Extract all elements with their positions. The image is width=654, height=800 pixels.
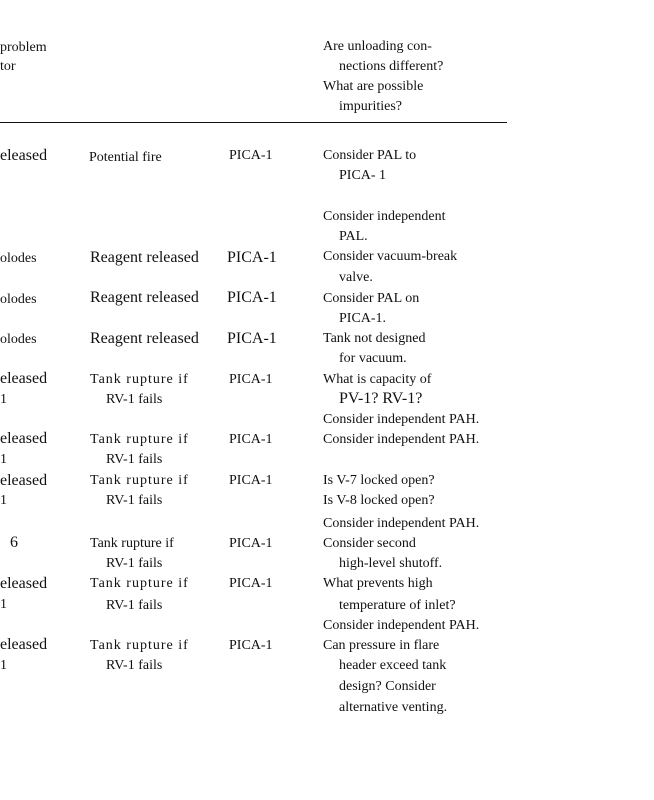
header-col1-line1: problem [0,40,47,55]
row-recommendation: Consider independent PAH. [323,432,480,447]
row-recommendation: Consider independent [323,209,446,224]
row-recommendation: design? Consider [339,679,436,694]
row-recommendation: Consider independent PAH. [323,516,480,531]
row-cause: 1 [0,452,7,467]
row-recommendation: Tank not designed [323,331,426,346]
row-recommendation: header exceed tank [339,658,447,673]
row-consequence: RV-1 fails [106,392,163,407]
row-cause: eleased [0,430,48,447]
row-recommendation: PAL. [339,229,368,244]
row-cause: eleased [0,472,48,489]
row-recommendation: alternative venting. [339,700,448,715]
row-safeguard: PICA-1 [229,473,273,488]
row-cause: eleased [0,575,48,592]
row-cause: eleased [0,147,48,164]
row-recommendation: What prevents high [323,576,433,591]
row-recommendation: Consider vacuum-break [323,249,458,264]
row-consequence: Tank rupture if [90,372,189,387]
row-consequence: RV-1 fails [106,556,163,571]
header-col4-line2: nections different? [339,59,444,74]
header-col4-line4: impurities? [339,99,402,114]
row-cause: olodes [0,292,37,307]
row-safeguard: PICA-1 [229,432,273,447]
row-cause: olodes [0,251,37,266]
row-recommendation: Consider independent PAH. [323,412,480,427]
row-consequence: RV-1 fails [106,598,163,613]
row-recommendation: Consider PAL to [323,148,417,163]
row-cause: 1 [0,493,7,508]
row-recommendation: for vacuum. [339,351,407,366]
row-consequence: Tank rupture if [90,473,189,488]
row-consequence: Tank rupture if [90,576,189,591]
row-safeguard: PICA-1 [227,249,277,266]
row-recommendation: Can pressure in flare [323,638,440,653]
header-divider [0,122,507,123]
row-safeguard: PICA-1 [227,330,277,347]
row-consequence: Reagent released [90,289,199,306]
row-safeguard: PICA-1 [229,148,273,163]
row-cause: eleased [0,636,48,653]
row-cause: 6 [10,534,18,551]
row-consequence: RV-1 fails [106,452,163,467]
row-cause: olodes [0,332,37,347]
row-recommendation: PICA- 1 [339,168,387,183]
row-recommendation: high-level shutoff. [339,556,443,571]
row-cause: 1 [0,658,7,673]
row-recommendation: PV-1? RV-1? [339,390,423,407]
row-recommendation: Is V-7 locked open? [323,473,435,488]
row-recommendation: Consider PAL on [323,291,420,306]
row-recommendation: temperature of inlet? [339,598,456,613]
row-cause: 1 [0,597,7,612]
row-recommendation: What is capacity of [323,372,432,387]
row-cause: 1 [0,392,7,407]
row-consequence: Potential fire [89,150,162,165]
row-consequence: Tank rupture if [90,536,174,551]
row-consequence: Reagent released [90,330,199,347]
row-consequence: RV-1 fails [106,658,163,673]
row-recommendation: Consider independent PAH. [323,618,480,633]
row-consequence: RV-1 fails [106,493,163,508]
row-safeguard: PICA-1 [229,638,273,653]
row-recommendation: Is V-8 locked open? [323,493,435,508]
row-safeguard: PICA-1 [229,536,273,551]
header-col4-line1: Are unloading con- [323,39,432,54]
row-consequence: Tank rupture if [90,638,189,653]
row-safeguard: PICA-1 [229,576,273,591]
header-col4-line3: What are possible [323,79,424,94]
row-consequence: Tank rupture if [90,432,189,447]
row-recommendation: Consider second [323,536,416,551]
row-safeguard: PICA-1 [229,372,273,387]
header-col1-line2: tor [0,59,16,74]
row-safeguard: PICA-1 [227,289,277,306]
row-cause: eleased [0,370,48,387]
row-consequence: Reagent released [90,249,199,266]
row-recommendation: PICA-1. [339,311,387,326]
row-recommendation: valve. [339,270,373,285]
